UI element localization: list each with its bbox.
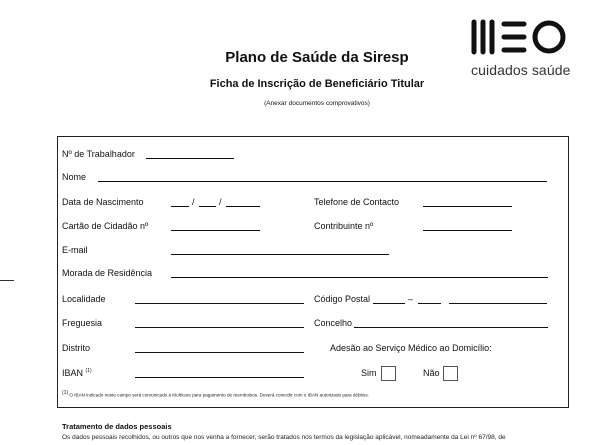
yes-label: Sim bbox=[361, 368, 377, 378]
postal-code-part1-field[interactable] bbox=[373, 303, 405, 304]
email-field[interactable] bbox=[171, 254, 389, 255]
name-label: Nome bbox=[62, 172, 87, 182]
name-field[interactable] bbox=[98, 181, 547, 182]
meo-logo-icon bbox=[470, 18, 570, 56]
no-label: Não bbox=[423, 368, 440, 378]
birth-day-field[interactable] bbox=[171, 206, 189, 207]
iban-label-text: IBAN bbox=[62, 368, 84, 378]
form-subtitle: Ficha de Inscrição de Beneficiário Titular bbox=[209, 78, 425, 90]
postal-code-locality-field[interactable] bbox=[449, 303, 547, 304]
iban-footnote bbox=[62, 390, 369, 398]
footnote-text: O IBAN indicado neste campo será comunicado à Multicare para pagamento de reembolsos. Deverá coincidir com o IBAN autorizado para débitos. bbox=[69, 392, 369, 398]
taxpayer-label: Contribuinte nº bbox=[314, 221, 374, 231]
district-label: Distrito bbox=[62, 343, 91, 353]
phone-label: Telefone de Contacto bbox=[314, 197, 400, 207]
locality-field[interactable] bbox=[135, 303, 304, 304]
address-label: Morada de Residência bbox=[62, 268, 153, 278]
citizen-card-label: Cartão de Cidadão nº bbox=[62, 221, 149, 231]
address-field[interactable] bbox=[171, 277, 548, 278]
worker-number-label: Nº de Trabalhador bbox=[62, 149, 135, 159]
iban-field[interactable] bbox=[135, 377, 304, 378]
parish-field[interactable] bbox=[135, 327, 304, 328]
footnote-mark: (1) bbox=[62, 390, 69, 396]
birthdate-label: Data de Nascimento bbox=[62, 197, 144, 207]
locality-label: Localidade bbox=[62, 294, 106, 304]
phone-field[interactable] bbox=[423, 206, 512, 207]
district-field[interactable] bbox=[135, 352, 304, 353]
form-title: Plano de Saúde da Siresp bbox=[225, 49, 409, 66]
attachments-note: (Anexar documentos comprovativos) bbox=[264, 100, 370, 107]
no-checkbox[interactable] bbox=[443, 366, 458, 381]
citizen-card-field[interactable] bbox=[171, 230, 260, 231]
margin-mark bbox=[0, 280, 14, 281]
worker-number-field[interactable] bbox=[146, 158, 234, 159]
birth-year-field[interactable] bbox=[226, 206, 260, 207]
privacy-title: Tratamento de dados pessoais bbox=[62, 422, 172, 431]
iban-label bbox=[62, 368, 92, 378]
email-label: E-mail bbox=[62, 245, 88, 255]
birthdate-separator: / bbox=[192, 197, 195, 207]
yes-checkbox[interactable] bbox=[381, 366, 396, 381]
iban-note-mark: (1) bbox=[85, 368, 92, 374]
home-service-label: Adesão ao Serviço Médico ao Domicílio: bbox=[330, 343, 492, 353]
municipality-label: Concelho bbox=[314, 318, 353, 328]
municipality-field[interactable] bbox=[354, 327, 548, 328]
birth-month-field[interactable] bbox=[199, 206, 216, 207]
postal-code-separator: – bbox=[408, 294, 414, 304]
brand-tagline: cuidados saúde bbox=[471, 62, 571, 78]
postal-code-label: Código Postal bbox=[314, 294, 371, 304]
parish-label: Freguesia bbox=[62, 318, 103, 328]
privacy-body: Os dados pessoais recolhidos, ou outros que nos venha a fornecer, serão tratados nos termos da legislação aplicável, nomeadamente da Lei nº 67/98, de bbox=[62, 434, 506, 441]
taxpayer-field[interactable] bbox=[423, 230, 512, 231]
birthdate-separator: / bbox=[219, 197, 222, 207]
postal-code-part2-field[interactable] bbox=[418, 303, 441, 304]
